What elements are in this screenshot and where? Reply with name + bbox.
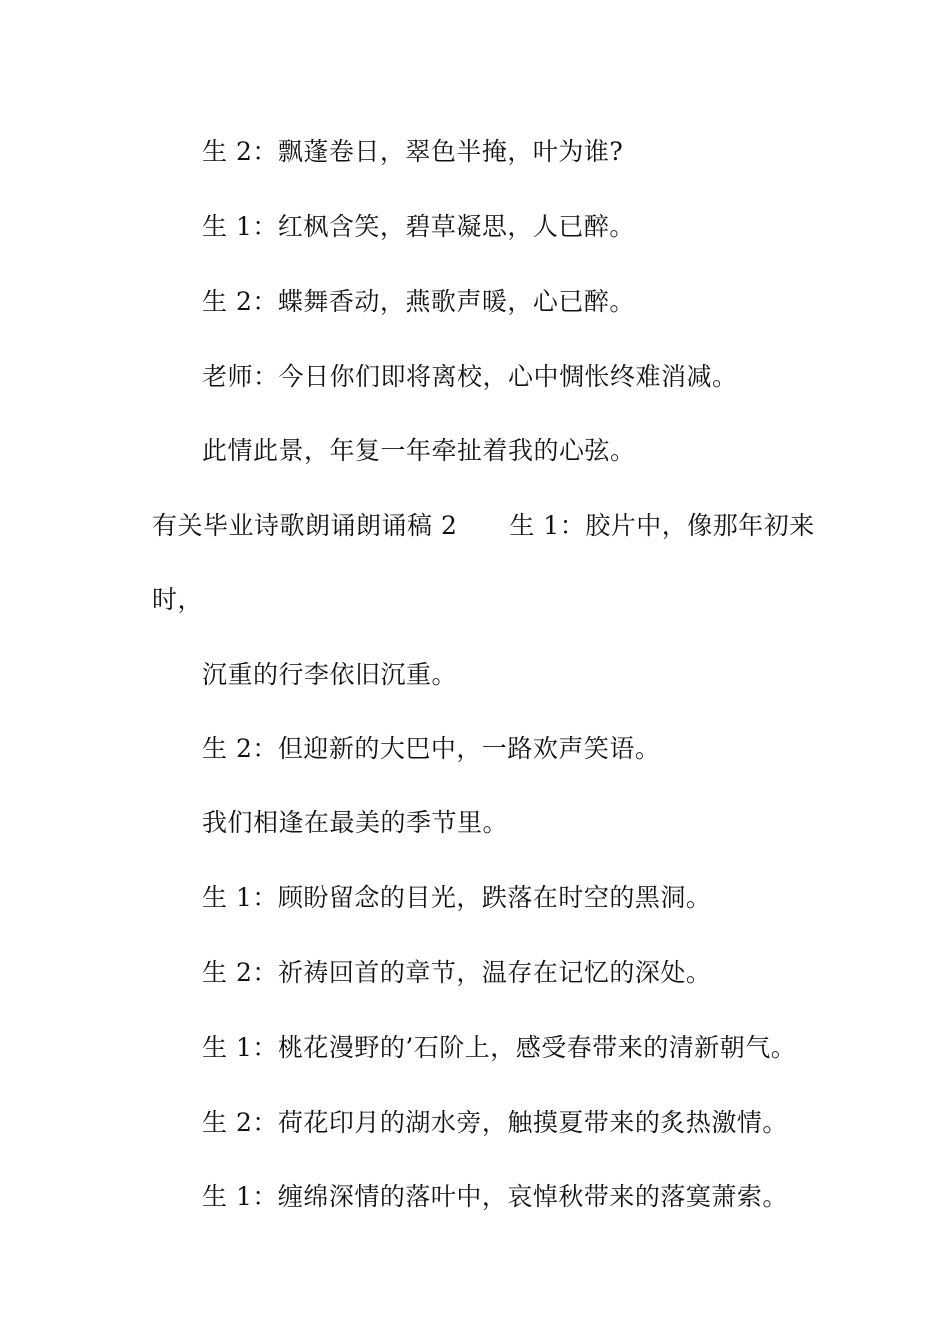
text-line: 生 2：荷花印月的湖水旁，触摸夏带来的炙热激情。 — [202, 1108, 788, 1137]
text-line: 生 2：但迎新的大巴中，一路欢声笑语。 — [202, 734, 661, 763]
section-title: 有关毕业诗歌朗诵朗诵稿 2 — [152, 511, 458, 540]
section-heading-line — [152, 511, 815, 541]
text-line: 生 2：蝶舞香动，燕歌声暖，心已醉。 — [202, 287, 635, 316]
text-line: 生 1：红枫含笑，碧草凝思，人已醉。 — [202, 212, 635, 241]
wrapped-text-line: 时， — [152, 585, 204, 614]
text-line: 生 1：顾盼留念的目光，跌落在时空的黑洞。 — [202, 883, 712, 912]
text-line: 老师：今日你们即将离校，心中惆怅终难消减。 — [202, 362, 738, 391]
text-line: 生 2：飘蓬卷日，翠色半掩，叶为谁? — [202, 137, 624, 166]
text-line: 生 1：缠绵深情的落叶中，哀悼秋带来的落寞萧索。 — [202, 1182, 788, 1211]
text-line: 此情此景，年复一年牵扯着我的心弦。 — [202, 436, 636, 465]
heading-continuation-text: 生 1：胶片中，像那年初来 — [509, 511, 815, 540]
text-line: 生 1：桃花漫野的’石阶上，感受春带来的清新朝气。 — [202, 1033, 797, 1062]
text-line: 我们相逢在最美的季节里。 — [202, 808, 509, 837]
text-line: 沉重的行李依旧沉重。 — [202, 660, 458, 689]
text-line: 生 2：祈祷回首的章节，温存在记忆的深处。 — [202, 958, 712, 987]
